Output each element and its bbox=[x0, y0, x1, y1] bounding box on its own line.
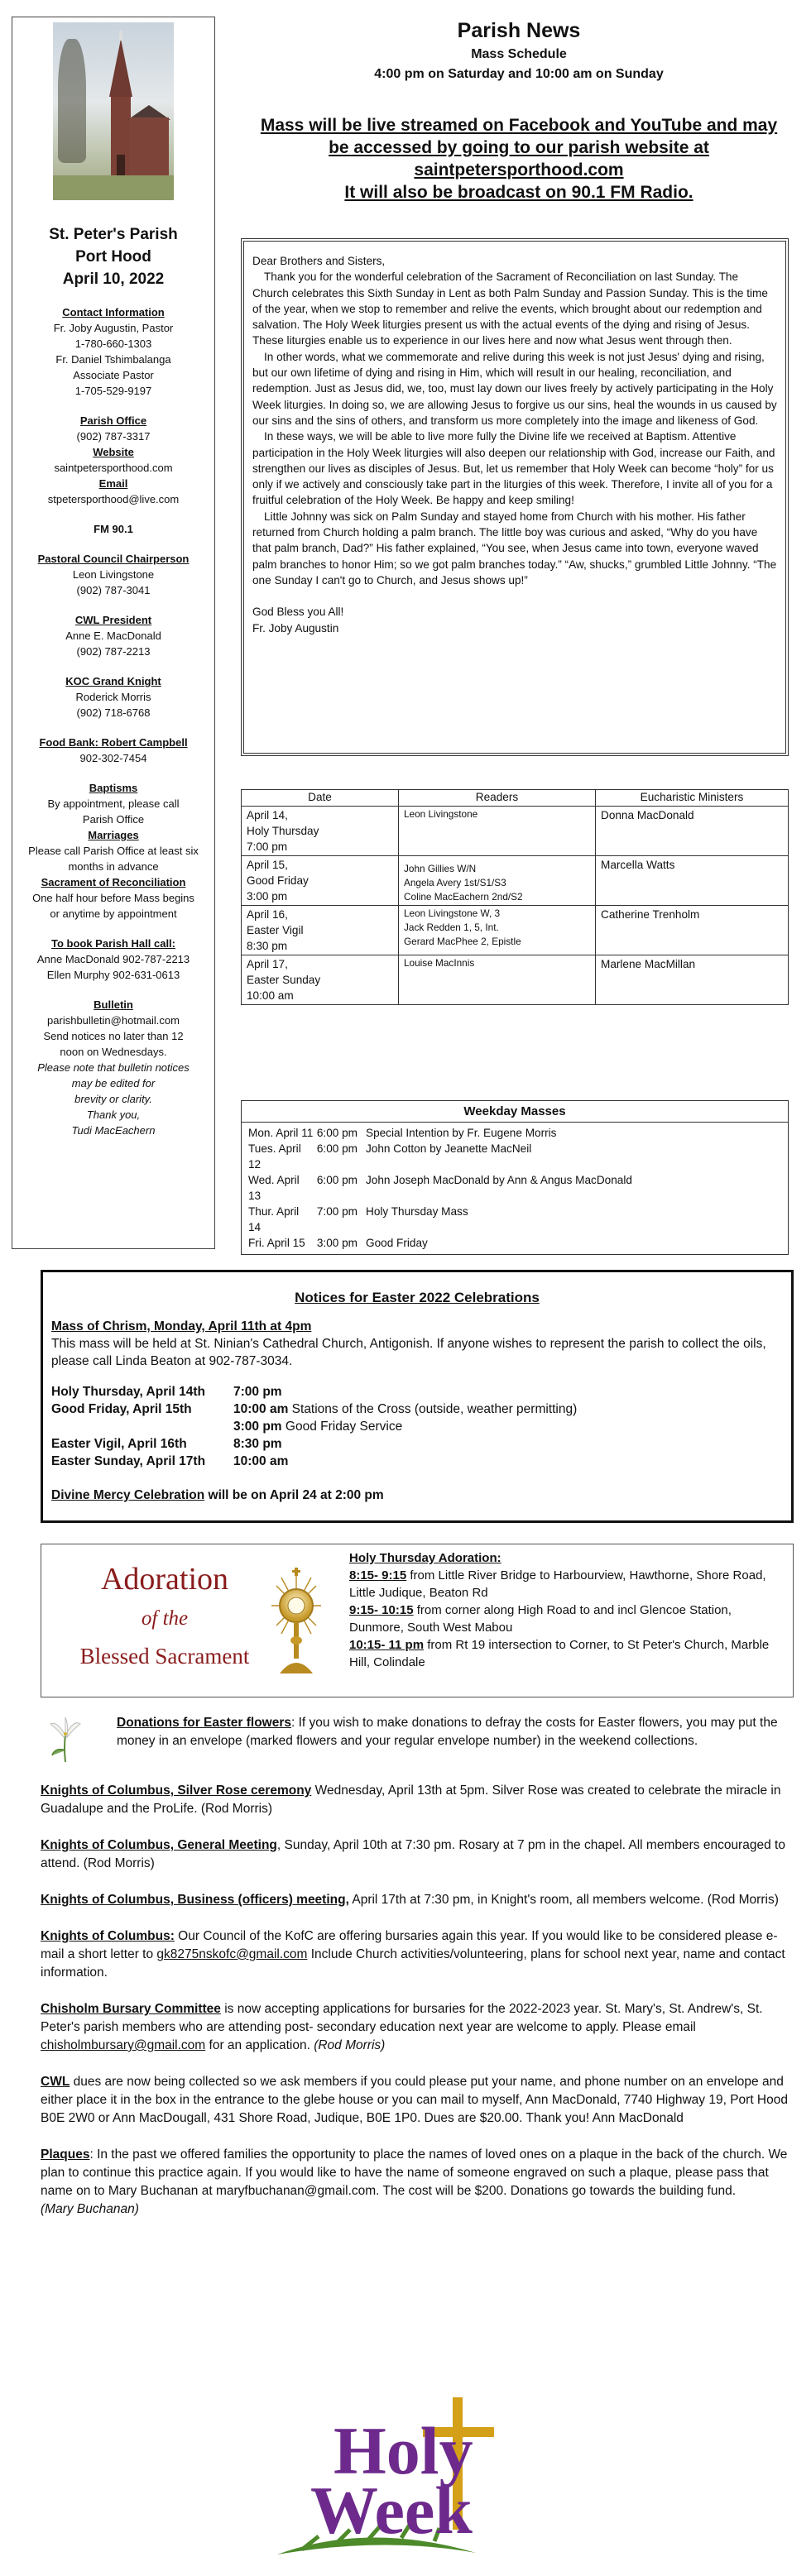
column-header: Date bbox=[242, 790, 399, 807]
mass-schedule-title: Mass Schedule bbox=[471, 47, 567, 61]
adoration-schedule bbox=[349, 1549, 788, 1671]
kofc-silver-rose-notice: Knights of Columbus, Silver Rose ceremony Wednesday, April 13th at 5pm. Silver Rose was created to celebrate the miracle in Guadalupe and the ProLife. (Rod Morris) bbox=[41, 1784, 781, 1816]
marriages-lines: Please call Parish Office at least six months in advance bbox=[28, 845, 199, 873]
letter-greeting: Dear Brothers and Sisters, bbox=[252, 255, 386, 267]
website-link-main[interactable]: saintpetersporthood.com bbox=[414, 160, 624, 180]
office-phone: (902) 787-3317 bbox=[76, 430, 151, 443]
office-title: Parish Office bbox=[79, 414, 147, 427]
website-title: Website bbox=[93, 446, 134, 458]
chisholm-bursary-notice: Chisholm Bursary Committee is now accepting applications for bursaries for the 2022-2023 year. St. Mary's, St. Andrew's, St. Peter's parish members who are attending post- secondary education next year are welcome to apply. Please email chisholmbursary@gmail.com for an application. (Rod Morris) bbox=[41, 2002, 763, 2052]
table-row: April 15, Good Friday 3:00 pm John Gillies W/N Angela Avery 1st/S1/S3 Coline MacEachern 2nd/S2 Marcella Watts bbox=[242, 856, 789, 906]
table-row: April 17, Easter Sunday 10:00 am Louise MacInnis Marlene MacMillan bbox=[242, 955, 789, 1005]
bulletin-title: Bulletin bbox=[94, 998, 133, 1011]
parish-name: St. Peter's Parish Port Hood April 10, 2022 bbox=[49, 226, 178, 288]
council-title: Pastoral Council Chairperson bbox=[37, 553, 190, 565]
adoration-graphic: Adoration of the Blessed Sacrament bbox=[53, 1556, 318, 1687]
letter-paragraph: In other words, what we commemorate and relive during this week is not just Jesus' dying and rising, but our own lifetime of dying and rising in Him, which will result in our healing, reconciliation, and redemption. Just as Jesus did, we, too, must lay down our lives freely by actively participating in the Holy Week liturgies. In doing so, we are allowing Jesus to forgive us our sins, heal the wounds in us caused by our sins and the sins of others, and transform us more completely into the image and likeness of God. bbox=[252, 350, 777, 427]
list-item: Fri. April 15 3:00 pm Good Friday bbox=[248, 1237, 428, 1249]
bulletin-note: Please note that bulletin notices may be edited for brevity or clarity. Thank you, Tudi MacEachern bbox=[37, 1061, 190, 1137]
foodbank-title: Food Bank: Robert Campbell bbox=[39, 736, 188, 749]
table-row: April 16, Easter Vigil 8:30 pm Leon Livingstone W, 3 Jack Redden 1, 5, Int. Gerard MacPhee 2, Epistle Catherine Trenholm bbox=[242, 906, 789, 955]
list-item: Holy Thursday, April 14th 7:00 pm bbox=[51, 1385, 282, 1399]
notices bbox=[41, 1714, 794, 2237]
logo-text-week: Week bbox=[310, 2473, 473, 2548]
koc-title: KOC Grand Knight bbox=[65, 675, 161, 687]
table-row: April 14, Holy Thursday 7:00 pm Leon Livingstone Donna MacDonald bbox=[242, 807, 789, 856]
plaques-notice: Plaques: In the past we offered families the opportunity to place the names of loved ones on a plaque in the back of the church. We plan to continue this practice again. If you would like to have the name of someone engraved on such a plaque, please pass that name on to Mary Buchanan at maryfbuchanan@gmail.com. The cost will be $200. Donations go towards the building fund. (Mary Buchanan) bbox=[41, 2147, 788, 2216]
easter-title: Notices for Easter 2022 Celebrations bbox=[295, 1290, 540, 1305]
page-title: Parish News bbox=[457, 19, 581, 42]
divine-mercy: Divine Mercy Celebration will be on April 24 at 2:00 pm bbox=[51, 1488, 384, 1502]
email-link[interactable]: stpetersporthood@live.com bbox=[47, 493, 180, 505]
mass-schedule-times: 4:00 pm on Saturday and 10:00 am on Sunday bbox=[374, 67, 664, 81]
letter-paragraph: Little Johnny was sick on Palm Sunday and stayed home from Church with his mother. His father returned from Church holding a palm branch. The little boy was curious and asked, “Why do you have that palm branch, Dad?” His father explained, “You see, when Jesus came into town, everyone waved palm branches to honor Him; so we got palm branches today.” “Aw, shucks,” grumbled Little Johnny. “The one Sunday I can't go to Church, and Jesus shows up!” bbox=[252, 510, 777, 587]
chrism-text: This mass will be held at St. Ninian's Cathedral Church, Antigonish. If anyone wishes to represent the parish to collect the oils, please call Linda Beaton at 902-787-3034. bbox=[51, 1337, 766, 1368]
column-header: Readers bbox=[399, 790, 596, 807]
weekday-masses bbox=[241, 1100, 789, 1255]
easter-notices bbox=[41, 1270, 794, 1523]
baptisms-title: Baptisms bbox=[89, 782, 138, 794]
council-lines: Leon Livingstone (902) 787-3041 bbox=[72, 568, 155, 596]
letter-signature: Fr. Joby Augustin bbox=[252, 621, 339, 634]
website-link[interactable]: saintpetersporthood.com bbox=[54, 462, 173, 474]
kofc-bursary-notice: Knights of Columbus: Our Council of the KofC are offering bursaries again this year. If you would like to be considered please e-mail a short letter to gk8275nskofc@gmail.com Include Church activities/volunteering, plans for school next year, name and contact information. bbox=[41, 1929, 785, 1980]
list-item: Thur. April 14 7:00 pm Holy Thursday Mass bbox=[248, 1205, 468, 1233]
holy-week-logo bbox=[269, 2397, 550, 2563]
list-item: Easter Sunday, April 17th 10:00 am bbox=[51, 1454, 289, 1468]
letter-paragraph: Thank you for the wonderful celebration of the Sacrament of Reconciliation on last Sunday. The Church celebrates this Sixth Sunday in Lent as both Palm Sunday and Passion Sunday. This is the time of the year, when we stop to remember and relive the events, which brought about our redemption and salvation. The Holy Week liturgies present us with the actual events of the dying and rising of Jesus. These liturgies enable us to experience in our lives here and now what Jesus went through then. bbox=[252, 271, 768, 347]
list-item: Mon. April 11 6:00 pm Special Intention by Fr. Eugene Morris bbox=[248, 1127, 557, 1139]
flowers-notice: Donations for Easter flowers: If you wish to make donations to defray the costs for Easter flowers, you may put the money in an envelope (marked flowers and your regular envelope number) in the weekend collections. bbox=[41, 1714, 794, 1764]
hall-title: To book Parish Hall call: bbox=[50, 937, 175, 950]
reconciliation-lines: One half hour before Mass begins or anytime by appointment bbox=[32, 892, 194, 920]
list-item: 3:00 pm Good Friday Service bbox=[233, 1420, 403, 1434]
kofc-general-meeting-notice: Knights of Columbus, General Meeting, Sunday, April 10th at 7:30 pm. Rosary at 7 pm in the chapel. All members encouraged to attend. (Rod Morris) bbox=[41, 1838, 785, 1870]
chrism-title: Mass of Chrism, Monday, April 11th at 4pm bbox=[51, 1319, 312, 1333]
marriages-title: Marriages bbox=[88, 829, 139, 841]
lily-icon bbox=[41, 1714, 90, 1764]
pastor-letter bbox=[241, 238, 789, 756]
bulletin-lines: parishbulletin@hotmail.com Send notices no later than 12 noon on Wednesdays. bbox=[43, 1014, 184, 1058]
fm-label: FM 90.1 bbox=[94, 523, 133, 535]
letter-closing: God Bless you All! bbox=[252, 606, 344, 619]
kofc-business-meeting-notice: Knights of Columbus, Business (officers) meeting, April 17th at 7:30 pm, in Knight's room, all members welcome. (Rod Morris) bbox=[41, 1893, 779, 1907]
weekday-title: Weekday Masses bbox=[242, 1101, 788, 1123]
chisholm-email-link[interactable]: chisholmbursary@gmail.com bbox=[41, 2038, 206, 2052]
list-item: 9:15- 10:15 from corner along High Road to and incl Glencoe Station, Dunmore, South West Mabou bbox=[349, 1603, 732, 1635]
adoration-heading: Holy Thursday Adoration: bbox=[349, 1551, 501, 1565]
logo-text-holy: Holy bbox=[334, 2413, 473, 2488]
cwl-title: CWL President bbox=[74, 614, 152, 626]
baptisms-lines: By appointment, please call Parish Office bbox=[47, 797, 180, 826]
list-item: Tues. April 12 6:00 pm John Cotton by Jeanette MacNeil bbox=[248, 1142, 532, 1171]
cwl-dues-notice: CWL dues are now being collected so we ask members if you could please put your name, and phone number on an envelope and either place it in the box in the entrance to the glebe house or you can mail to myself, Ann MacDonald, 7740 Highway 19, Port Hood B0E 2W0 or Ann MacDougall, 431 Shore Road, Judique, B0E 1P0. Dues are $20.00. Thank you! Ann MacDonald bbox=[41, 2075, 788, 2125]
column-header: Eucharistic Ministers bbox=[596, 790, 789, 807]
foodbank-phone: 902-302-7454 bbox=[79, 752, 147, 764]
sidebar bbox=[12, 17, 215, 1249]
page-header bbox=[233, 17, 804, 84]
hall-lines: Anne MacDonald 902-787-2213 Ellen Murphy 902-631-0613 bbox=[36, 953, 190, 981]
kofc-email-link[interactable]: gk8275nskofc@gmail.com bbox=[156, 1947, 308, 1961]
list-item: 10:15- 11 pm from Rt 19 intersection to Corner, to St Peter's Church, Marble Hill, Colindale bbox=[349, 1638, 770, 1669]
koc-lines: Roderick Morris (902) 718-6768 bbox=[75, 691, 151, 719]
email-title: Email bbox=[98, 477, 128, 490]
list-item: 8:15- 9:15 from Little River Bridge to Harbourview, Hawthorne, Shore Road, Little Judique, Beaton Rd bbox=[349, 1568, 766, 1600]
contact-title: Contact Information bbox=[62, 306, 165, 318]
livestream-notice: Mass will be live streamed on Facebook and YouTube and may be accessed by going to our parish website at saintpetersporthood.com It will also be broadcast on 90.1 FM Radio. bbox=[233, 114, 804, 203]
reconciliation-title: Sacrament of Reconciliation bbox=[41, 876, 186, 888]
list-item: Easter Vigil, April 16th 8:30 pm bbox=[51, 1437, 282, 1451]
readers-table bbox=[241, 789, 789, 1005]
adoration-section bbox=[41, 1544, 794, 1697]
contact-lines: Fr. Joby Augustin, Pastor 1-780-660-1303 Fr. Daniel Tshimbalanga Associate Pastor 1-705-529-9197 bbox=[53, 322, 174, 397]
table-header-row bbox=[242, 790, 789, 807]
cwl-lines: Anne E. MacDonald (902) 787-2213 bbox=[65, 630, 161, 658]
monstrance-icon bbox=[270, 1566, 323, 1677]
church-photo bbox=[53, 22, 174, 200]
list-item: Good Friday, April 15th 10:00 am Stations of the Cross (outside, weather permitting) bbox=[51, 1402, 578, 1416]
list-item: Wed. April 13 6:00 pm John Joseph MacDonald by Ann & Angus MacDonald bbox=[248, 1174, 632, 1202]
letter-paragraph: In these ways, we will be able to live more fully the Divine life we received at Baptism. Attentive participation in the Holy Week liturgies will also deepen our relationship with God, increase our Faith, and strengthen our lives as disciples of Jesus. But, let us remember that Holy Week can become “holy” for us only if we actively and consciously take part in the liturgies of this week. Therefore, I invite all of you for a fruitful celebration of the Holy Week. Be happy and keep smiling! bbox=[252, 430, 775, 507]
